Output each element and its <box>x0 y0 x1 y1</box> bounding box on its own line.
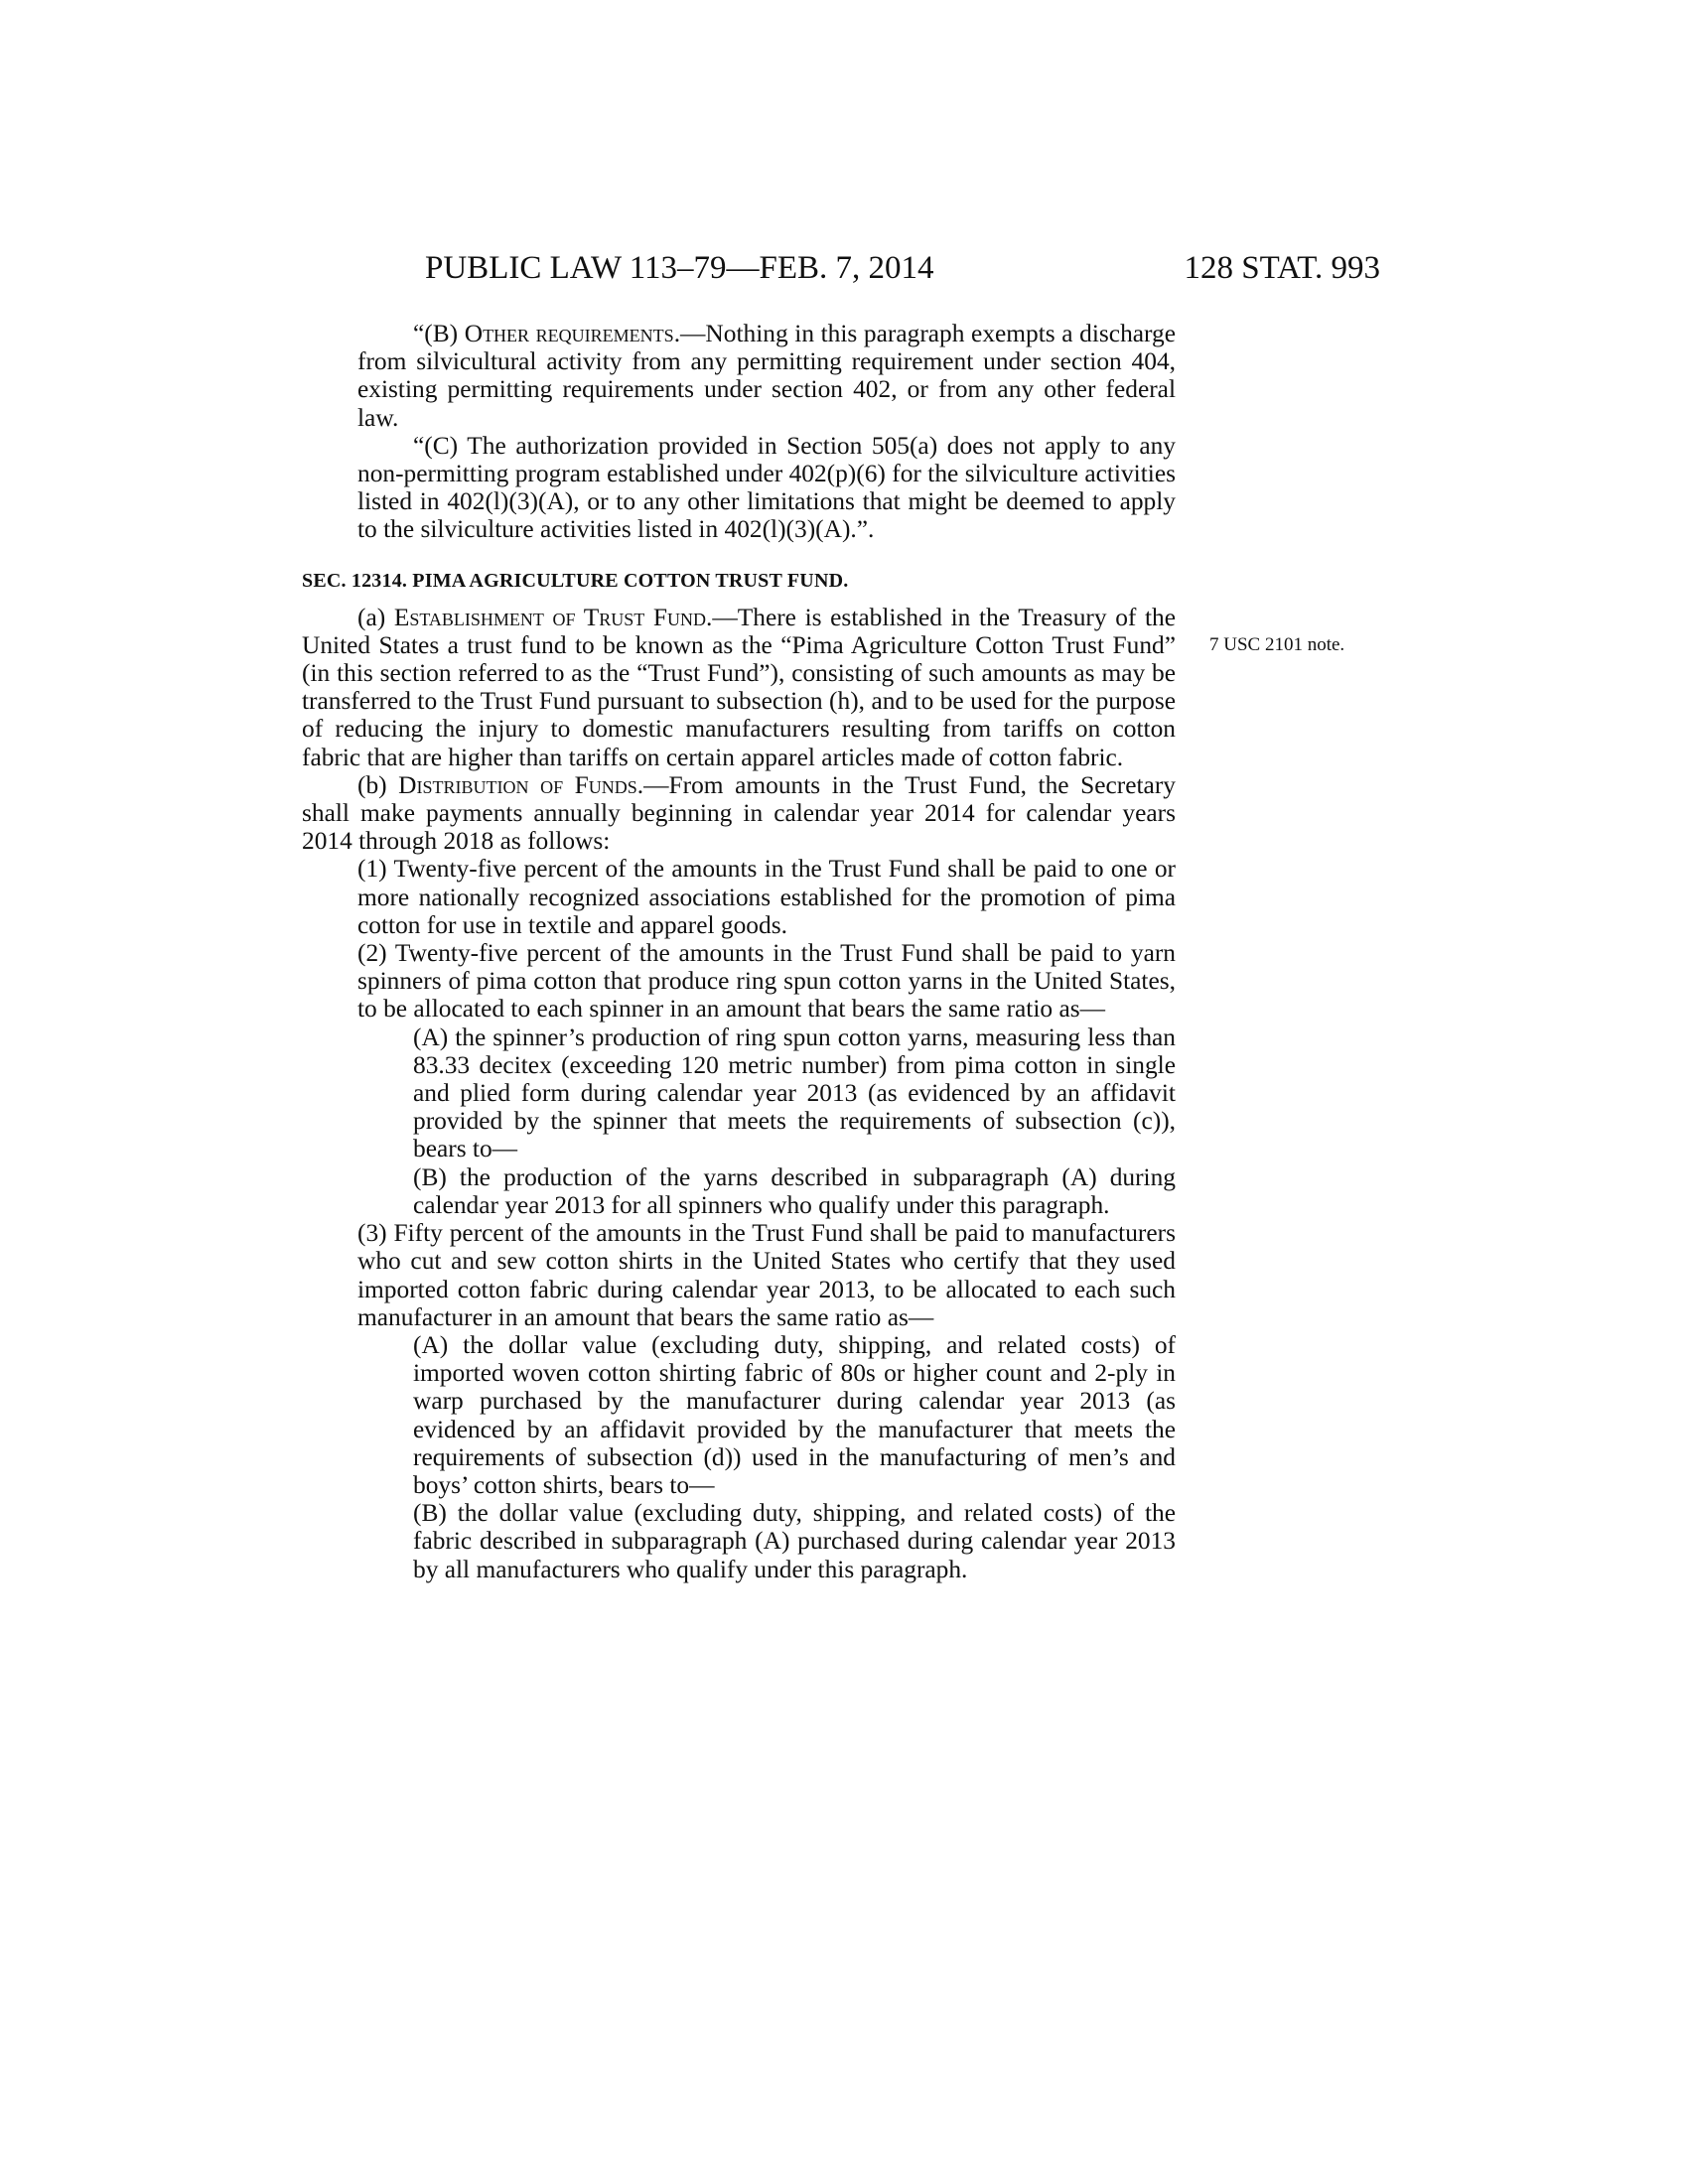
public-law-title: PUBLIC LAW 113–79—FEB. 7, 2014 <box>425 250 934 286</box>
subsection-a-text: .—There is established in the Treasury of the United States a trust fund to be known as the “Pima Agriculture Cotton Trust Fund” (in this section referred to as the “Trust Fund”), consisting of such amounts as may be transferred to the Trust Fund pursuant to subsection (h), and to be used for the purpose of reducing the injury to domestic manufacturers resulting from tariffs on cotton fabric that are higher than tariffs on certain apparel articles made of cotton fabric. <box>302 603 1176 771</box>
paragraph-b2: (2) Twenty-five percent of the amounts in the Trust Fund shall be paid to yarn spinners of pima cotton that produce ring spun cotton yarns in the United States, to be allocated to each spinner in an amount that bears the same ratio as— <box>357 939 1176 1024</box>
subsection-b-text: .—From amounts in the Trust Fund, the Secretary shall make payments annually beginning in calendar year 2014 for calendar years 2014 through 2018 as follows: <box>302 770 1176 856</box>
subsection-a-number: (a) <box>357 603 394 631</box>
subparagraph-b2-b: (B) the production of the yarns described in subparagraph (A) during calendar year 2013 for all spinners who qualify under this paragraph. <box>413 1162 1176 1219</box>
paragraph-b1-text: (1) Twenty-five percent of the amounts in the Trust Fund shall be paid to one or more nationally recognized associations established for the promotion of pima cotton for use in textile and apparel goods. <box>357 855 1176 939</box>
paragraph-b3: (3) Fifty percent of the amounts in the Trust Fund shall be paid to manufacturers who cut and sew cotton shirts in the United States who certify that they used imported cotton fabric during calendar year 2013, to be allocated to each such manufacturer in an amount that bears the same ratio as— <box>357 1219 1176 1331</box>
paragraph-b-text: .—Nothing in this paragraph exempts a discharge from silvicultural activity from any permitting requirement under section 404, existing permitting requirements under section 402, or from any other federal law. <box>357 320 1176 432</box>
subsection-b-heading: Distribution of Funds <box>398 770 637 799</box>
paragraph-b-heading: “(B) Other requirements <box>413 320 674 347</box>
subsection-a-heading: Establishment of Trust Fund <box>393 603 707 631</box>
section-heading: SEC. 12314. PIMA AGRICULTURE COTTON TRUST FUND. <box>302 569 849 592</box>
subparagraph-b2-a: (A) the spinner’s production of ring spun cotton yarns, measuring less than 83.33 decitex (exceeding 120 metric number) from pima cotton in single and plied form during calendar year 2013 (as evidenced by an affidavit provided by the spinner that meets the requirements of subsection (c)), bears to— <box>413 1023 1176 1163</box>
subsection-a <box>302 604 1176 771</box>
subsection-b <box>302 771 1176 856</box>
subsection-b-number: (b) <box>357 770 399 799</box>
margin-citation-note: 7 USC 2101 note. <box>1209 634 1345 655</box>
statute-page-number: 128 STAT. 993 <box>1184 250 1380 286</box>
document-body <box>302 320 1176 1583</box>
paragraph-b1 <box>302 855 1176 939</box>
running-header <box>298 246 1380 290</box>
paragraph-b-other-requirements <box>302 320 1176 432</box>
subparagraph-b3-b: (B) the dollar value (excluding duty, shipping, and related costs) of the fabric described in subparagraph (A) purchased during calendar year 2013 by all manufacturers who qualify under this paragraph. <box>413 1499 1176 1583</box>
subparagraph-b3-a: (A) the dollar value (excluding duty, shipping, and related costs) of imported woven cotton shirting fabric of 80s or higher count and 2-ply in warp purchased by the manufacturer during calendar year 2013 (as evidenced by an affidavit provided by the manufacturer that meets the requirements of subsection (d)) used in the manufacturing of men’s and boys’ cotton shirts, bears to— <box>413 1330 1176 1499</box>
paragraph-c: “(C) The authorization provided in Section 505(a) does not apply to any non-permitting program established under 402(p)(6) for the silviculture activities listed in 402(l)(3)(A), or to any other limitations that might be deemed to apply to the silviculture activities listed in 402(l)(3)(A).”. <box>357 431 1176 544</box>
